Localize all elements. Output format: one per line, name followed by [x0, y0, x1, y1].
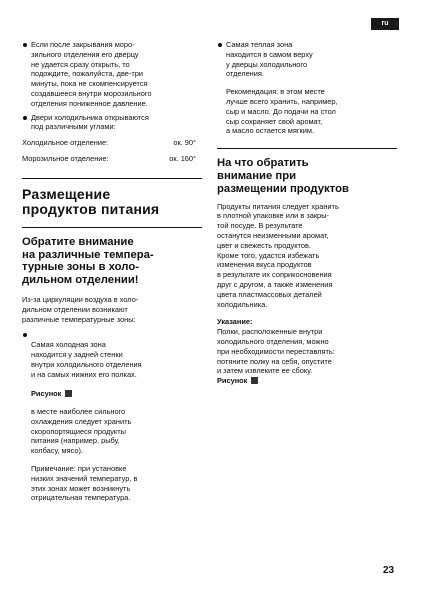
note-paragraph: Примечание: при установке низких значений температур, в этих зонах может возникнуть отрицательная температура. — [31, 463, 138, 503]
coldest-zone-bullet — [22, 330, 202, 399]
hint-label: Указание: — [217, 317, 253, 327]
angle-label: Холодильное отделение: — [22, 138, 109, 148]
hint-paragraph: Полки, расположенные внутри холодильного отделения, можно при необходимости переставлять: потяните полку на себя, опустите и затем извлеките ее сбоку. — [217, 327, 335, 376]
angle-value: ок. 160° — [169, 153, 196, 163]
coldest-zone-text: Самая холодная зона находится у задней стенки внутри холодильного отделения и на самых нижних его полках. — [31, 340, 142, 379]
page-number: 23 — [383, 565, 395, 576]
warmest-zone-bullet: Самая теплая зона находится в самом верху у дверцы холодильного отделения. — [217, 40, 397, 79]
freezer-door-bullet: Если после закрывания моро- зильного отделения его дверцу не удается сразу открыть, то подождите, пожалуйста, две-три минуты, пока не скомпенсируется создавшееся внутри морозильного отделения пониженное давление. — [22, 40, 202, 109]
intro-paragraph: Из-за циркуляции воздуха в холо- дильном отделении возникают различные температурные зоны: — [22, 294, 139, 324]
angle-row-freezer — [22, 154, 202, 164]
right-column — [217, 40, 397, 386]
angle-value: ок. 90° — [173, 138, 196, 148]
section-divider — [22, 178, 202, 179]
section-title: Размещение продуктов питания — [22, 185, 160, 218]
coldest-zone-recommendation: в месте наиболее сильного охлаждения следует хранить скоропортящиеся продукты питания (например, рыбу, колбасу, мясо). — [31, 406, 132, 456]
angle-label: Морозильное отделение: — [22, 153, 109, 163]
left-column — [22, 40, 202, 503]
figure-label: Рисунок — [31, 389, 62, 399]
figure-label: Рисунок — [217, 376, 248, 386]
door-angles-bullet: Двери холодильника открываются под различными углами: — [22, 113, 202, 133]
subsection-divider — [22, 227, 202, 228]
figure-marker-icon — [251, 377, 258, 384]
storage-paragraph: Продукты питания следует хранить в плотной упаковке или в закры- той посуде. В результате останутся неизменными аромат, цвет и свежесть продуктов. Кроме того, удастся избежать изменения вкуса продуктов в результате их соприкосновения друг с другом, а также изменения цвета пластмассовых деталей холодильника. — [217, 201, 339, 309]
recommendation-paragraph: Рекомендация: в этом месте лучше всего хранить, например, сыр и масло. До подачи на стол сыр сохраняет свой аромат, а масло остается мягким. — [226, 87, 338, 136]
section-divider — [217, 148, 397, 149]
figure-ref — [217, 376, 397, 386]
figure-marker-icon — [65, 390, 72, 397]
language-tab: ru — [371, 18, 399, 30]
figure-ref — [31, 389, 72, 398]
angle-row-fridge — [22, 138, 202, 148]
subsection-title: Обратите внимание на различные темпера- турные зоны в холо- дильном отделении! — [22, 235, 154, 287]
section-title-right: На что обратить внимание при размещении продуктов — [217, 157, 349, 195]
